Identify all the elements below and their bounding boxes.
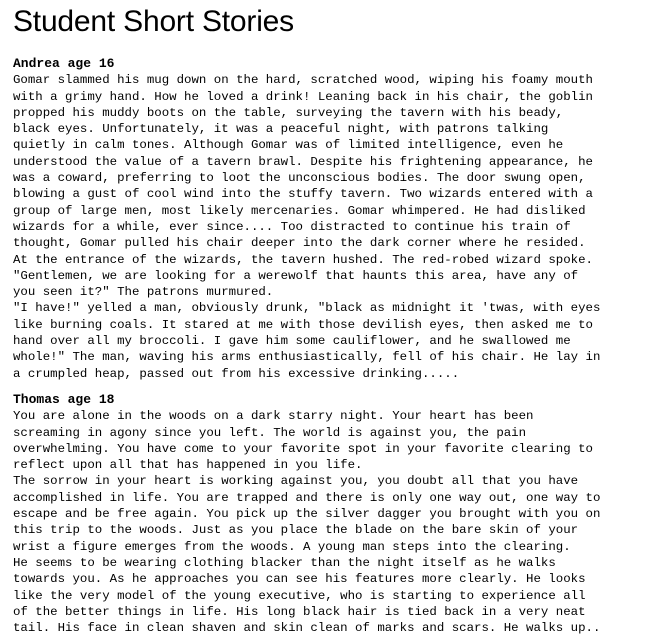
story-line: black eyes. Unfortunately, it was a peaceful night, with patrons talking <box>13 122 549 137</box>
story-line: screaming in agony since you left. The world is against you, the pain <box>13 425 527 440</box>
story-line: Gomar slammed his mug down on the hard, scratched wood, wiping his foamy mouth <box>13 73 593 88</box>
story-line: At the entrance of the wizards, the tavern hushed. The red-robed wizard spoke. <box>13 252 593 267</box>
story-line: of the better things in life. His long black hair is tied back in a very neat <box>13 604 586 619</box>
story-line: wrist a figure emerges from the woods. A young man steps into the clearing. <box>13 539 571 554</box>
story-body <box>13 408 652 636</box>
story-line: like the very model of the young executive, who is starting to experience all <box>13 588 586 603</box>
story-line: group of large men, most likely mercenaries. Gomar whimpered. He had disliked <box>13 203 586 218</box>
story-line: escape and be free again. You pick up the silver dagger you brought with you on <box>13 507 601 522</box>
story-line: a crumpled heap, passed out from his excessive drinking..... <box>13 366 460 381</box>
story-line: reflect upon all that has happened in you life. <box>13 458 363 473</box>
story-line: You are alone in the woods on a dark starry night. Your heart has been <box>13 409 534 424</box>
page-title: Student Short Stories <box>13 5 294 38</box>
story-author: Thomas age 18 <box>13 392 115 407</box>
story-line: thought, Gomar pulled his chair deeper into the dark corner where he resided. <box>13 236 586 251</box>
story-line: wizards for a while, ever since.... Too distracted to continue his train of <box>13 219 571 234</box>
story-line: you seen it?" The patrons murmured. <box>13 285 274 300</box>
story-line: accomplished in life. You are trapped and there is only one way out, one way to <box>13 490 601 505</box>
story-line: was a coward, preferring to loot the unconscious bodies. The door swung open, <box>13 171 586 186</box>
story-line: overwhelming. You have come to your favorite spot in your favorite clearing to <box>13 441 593 456</box>
story-line: this trip to the woods. Just as you place the blade on the bare skin of your <box>13 523 579 538</box>
story-body <box>13 72 652 382</box>
story-line: understood the value of a tavern brawl. Despite his frightening appearance, he <box>13 154 593 169</box>
story-line: with a grimy hand. How he loved a drink! Leaning back in his chair, the goblin <box>13 89 593 104</box>
story-line: like burning coals. It stared at me with those devilish eyes, then asked me to <box>13 317 593 332</box>
story-line: "Gentlemen, we are looking for a werewolf that haunts this area, have any of <box>13 268 579 283</box>
story-line: quietly in calm tones. Although Gomar was of limited intelligence, even he <box>13 138 564 153</box>
story-line: blowing a gust of cool wind into the stuffy tavern. Two wizards entered with a <box>13 187 593 202</box>
story-line: towards you. As he approaches you can see his features more clearly. He looks <box>13 572 586 587</box>
story-line: whole!" The man, waving his arms enthusiastically, fell of his chair. He lay in <box>13 350 601 365</box>
story-line: propped his muddy boots on the table, surveying the tavern with his beady, <box>13 105 564 120</box>
story-line: hand over all my broccoli. I gave him some cauliflower, and he swallowed me <box>13 334 571 349</box>
story-line: tail. His face in clean shaven and skin clean of marks and scars. He walks up.. <box>13 621 601 636</box>
story-thomas <box>13 392 652 636</box>
story-line: He seems to be wearing clothing blacker than the night itself as he walks <box>13 555 556 570</box>
story-line: "I have!" yelled a man, obviously drunk, "black as midnight it 'twas, with eyes <box>13 301 601 316</box>
story-andrea <box>13 56 652 382</box>
story-line: The sorrow in your heart is working against you, you doubt all that you have <box>13 474 579 489</box>
story-author: Andrea age 16 <box>13 56 115 71</box>
